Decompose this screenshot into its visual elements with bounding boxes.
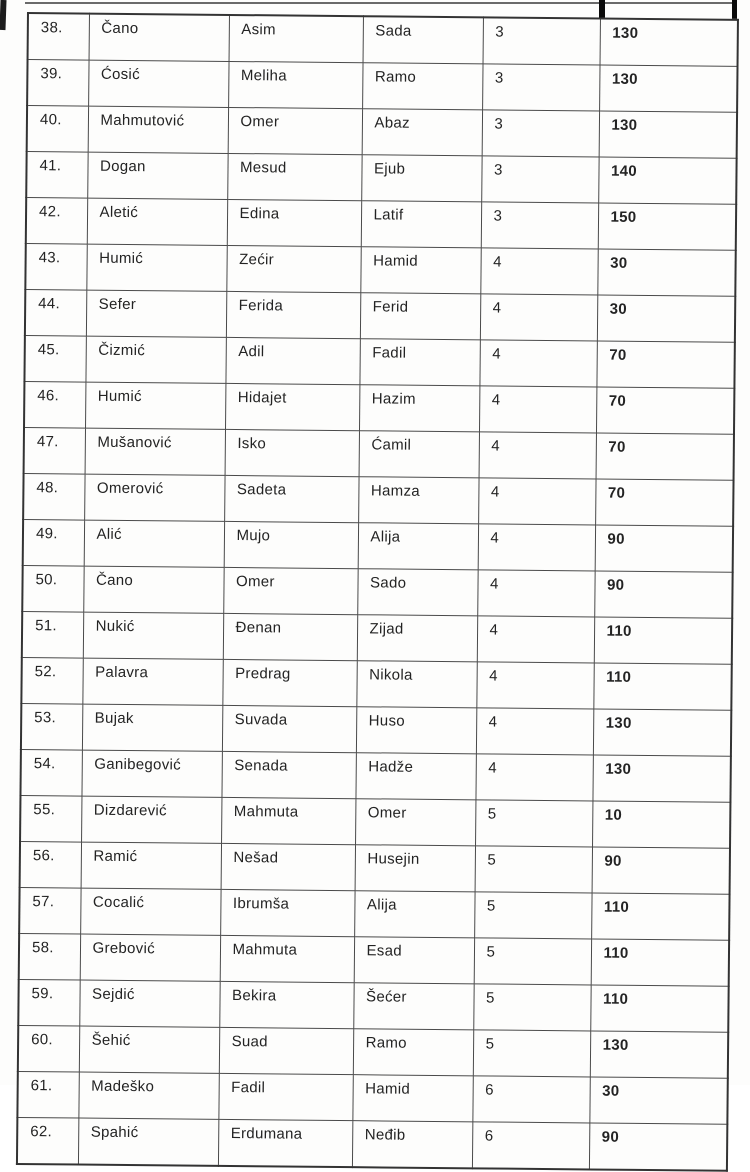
father-name-cell: Ejub: [361, 155, 481, 202]
table-row: [21, 703, 731, 756]
value-cell: 130: [593, 709, 731, 756]
value-cell: 70: [595, 479, 733, 526]
father-name-cell: Omer: [355, 799, 475, 846]
father-name-cell: Zijad: [357, 615, 477, 662]
row-number-cell: 59.: [18, 979, 79, 1026]
group-cell: 3: [483, 17, 600, 65]
group-cell: 4: [475, 754, 592, 801]
group-cell: 3: [482, 110, 599, 157]
first-name-cell: Edina: [227, 199, 361, 246]
value-cell: 130: [592, 755, 730, 802]
group-cell: 5: [475, 800, 592, 847]
first-name-cell: Adil: [225, 337, 359, 384]
row-number-cell: 47.: [24, 427, 85, 474]
row-number-cell: 41.: [26, 152, 87, 199]
father-name-cell: Nikola: [356, 661, 476, 708]
surname-cell: Ćosić: [88, 60, 228, 107]
father-name-cell: Ćamil: [359, 431, 479, 478]
value-cell: 110: [591, 893, 729, 940]
value-cell: 130: [599, 65, 737, 112]
value-cell: 110: [591, 939, 729, 986]
surname-cell: Palavra: [82, 658, 222, 705]
father-name-cell: Šećer: [353, 983, 473, 1030]
first-name-cell: Zećir: [226, 245, 360, 292]
first-name-cell: Mahmuta: [220, 935, 354, 982]
table-row: [17, 1071, 727, 1124]
surname-cell: Omerović: [84, 474, 224, 521]
group-cell: 5: [474, 892, 591, 939]
group-cell: 4: [476, 662, 593, 709]
surname-cell: Sejdić: [79, 980, 219, 1027]
row-number-cell: 44.: [25, 289, 86, 336]
group-cell: 4: [479, 386, 596, 433]
father-name-cell: Ramo: [362, 63, 482, 110]
first-name-cell: Isko: [225, 429, 359, 476]
father-name-cell: Hamid: [352, 1075, 472, 1122]
value-cell: 130: [599, 111, 737, 158]
value-cell: 140: [598, 157, 736, 204]
group-cell: 6: [472, 1122, 589, 1170]
surname-cell: Humić: [86, 244, 226, 291]
group-cell: 5: [475, 846, 592, 893]
table-row: [20, 795, 730, 848]
first-name-cell: Suvada: [222, 705, 356, 752]
father-name-cell: Hamid: [360, 247, 480, 294]
surname-cell: Čizmić: [85, 336, 225, 383]
group-cell: 3: [481, 156, 598, 203]
table-row: [19, 933, 729, 986]
father-name-cell: Alija: [358, 523, 478, 570]
father-name-cell: Alija: [354, 891, 474, 938]
row-number-cell: 52.: [21, 657, 82, 704]
first-name-cell: Suad: [219, 1027, 353, 1074]
group-cell: 3: [482, 64, 599, 111]
group-cell: 5: [473, 1030, 590, 1077]
surname-cell: Humić: [85, 382, 225, 429]
value-cell: 90: [594, 571, 732, 618]
group-cell: 5: [474, 938, 591, 985]
table-row: [19, 887, 729, 940]
first-name-cell: Predrag: [222, 659, 356, 706]
first-name-cell: Senada: [221, 751, 355, 798]
table-row: [23, 519, 733, 572]
row-number-cell: 40.: [27, 106, 88, 153]
row-number-cell: 53.: [21, 703, 82, 750]
scan-artifact-corner-blob: [0, 0, 7, 30]
father-name-cell: Latif: [361, 201, 481, 248]
first-name-cell: Ibrumša: [220, 889, 354, 936]
value-cell: 30: [597, 295, 735, 342]
surname-cell: Čano: [83, 566, 223, 613]
first-name-cell: Meliha: [228, 61, 362, 108]
value-cell: 130: [590, 1031, 728, 1078]
row-number-cell: 38.: [28, 13, 89, 60]
row-number-cell: 57.: [19, 887, 80, 934]
first-name-cell: Ferida: [226, 291, 360, 338]
surname-cell: Čano: [89, 14, 229, 62]
value-cell: 150: [598, 203, 736, 250]
table-row: [27, 60, 737, 113]
group-cell: 4: [477, 616, 594, 663]
first-name-cell: Nešad: [221, 843, 355, 890]
row-number-cell: 62.: [17, 1117, 78, 1164]
surname-cell: Bujak: [82, 704, 222, 751]
surname-cell: Nukić: [83, 612, 223, 659]
group-cell: 6: [472, 1076, 589, 1123]
surname-cell: Spahić: [78, 1118, 218, 1166]
group-cell: 4: [480, 248, 597, 295]
row-number-cell: 50.: [22, 565, 83, 612]
first-name-cell: Asim: [229, 15, 363, 63]
father-name-cell: Abaz: [362, 109, 482, 156]
surname-cell: Cocalić: [80, 888, 220, 935]
father-name-cell: Sado: [357, 569, 477, 616]
father-name-cell: Ferid: [360, 293, 480, 340]
row-number-cell: 55.: [20, 795, 81, 842]
table-row: [26, 198, 736, 251]
table-row: [25, 243, 735, 296]
roster-table-body: [17, 13, 738, 1171]
table-row: [25, 289, 735, 342]
father-name-cell: Hadže: [355, 753, 475, 800]
row-number-cell: 39.: [27, 60, 88, 107]
row-number-cell: 42.: [26, 198, 87, 245]
value-cell: 30: [589, 1077, 727, 1124]
father-name-cell: Husejin: [355, 845, 475, 892]
row-number-cell: 54.: [20, 749, 81, 796]
row-number-cell: 43.: [25, 243, 86, 290]
first-name-cell: Erdumana: [218, 1119, 352, 1167]
scan-artifact-top-line: [25, 2, 737, 4]
group-cell: 4: [479, 340, 596, 387]
group-cell: 4: [478, 524, 595, 571]
surname-cell: Šehić: [79, 1026, 219, 1073]
roster-table-wrapper: [16, 12, 739, 1172]
table-row: [24, 427, 734, 480]
surname-cell: Grebović: [80, 934, 220, 981]
table-row: [26, 152, 736, 205]
table-row: [18, 979, 728, 1032]
group-cell: 4: [478, 478, 595, 525]
father-name-cell: Neđib: [352, 1121, 472, 1169]
value-cell: 70: [596, 387, 734, 434]
value-cell: 90: [595, 525, 733, 572]
first-name-cell: Fadil: [218, 1073, 352, 1120]
value-cell: 110: [590, 985, 728, 1032]
father-name-cell: Hamza: [358, 477, 478, 524]
group-cell: 3: [481, 202, 598, 249]
surname-cell: Mahmutović: [88, 106, 228, 153]
surname-cell: Ramić: [81, 842, 221, 889]
table-row: [23, 473, 733, 526]
first-name-cell: Mesud: [227, 153, 361, 200]
roster-table: [16, 12, 739, 1172]
surname-cell: Dizdarević: [81, 796, 221, 843]
row-number-cell: 58.: [19, 933, 80, 980]
first-name-cell: Bekira: [219, 981, 353, 1028]
value-cell: 110: [594, 617, 732, 664]
surname-cell: Sefer: [86, 290, 226, 337]
value-cell: 110: [593, 663, 731, 710]
surname-cell: Aletić: [87, 198, 227, 245]
group-cell: 4: [476, 708, 593, 755]
value-cell: 90: [592, 847, 730, 894]
first-name-cell: Hidajet: [225, 383, 359, 430]
row-number-cell: 60.: [18, 1025, 79, 1072]
value-cell: 130: [600, 19, 738, 67]
value-cell: 90: [589, 1123, 727, 1171]
value-cell: 30: [597, 249, 735, 296]
first-name-cell: Mujo: [224, 521, 358, 568]
surname-cell: Ganibegović: [81, 750, 221, 797]
table-row: [27, 106, 737, 159]
table-row: [22, 611, 732, 664]
group-cell: 4: [477, 570, 594, 617]
first-name-cell: Omer: [228, 107, 362, 154]
row-number-cell: 49.: [23, 519, 84, 566]
group-cell: 5: [473, 984, 590, 1031]
table-row: [20, 841, 730, 894]
table-row: [22, 565, 732, 618]
table-row: [24, 381, 734, 434]
group-cell: 4: [480, 294, 597, 341]
surname-cell: Dogan: [87, 152, 227, 199]
row-number-cell: 56.: [20, 841, 81, 888]
table-row: [17, 1117, 727, 1170]
first-name-cell: Đenan: [223, 613, 357, 660]
table-row: [18, 1025, 728, 1078]
first-name-cell: Sadeta: [224, 475, 358, 522]
father-name-cell: Hazim: [359, 385, 479, 432]
father-name-cell: Esad: [354, 937, 474, 984]
row-number-cell: 51.: [22, 611, 83, 658]
father-name-cell: Ramo: [353, 1029, 473, 1076]
table-row: [21, 657, 731, 710]
surname-cell: Alić: [84, 520, 224, 567]
table-row: [24, 335, 734, 388]
row-number-cell: 45.: [24, 335, 85, 382]
surname-cell: Mušanović: [85, 428, 225, 475]
surname-cell: Madeško: [78, 1072, 218, 1119]
table-row: [28, 13, 738, 66]
value-cell: 70: [596, 341, 734, 388]
father-name-cell: Sada: [363, 16, 483, 64]
table-row: [20, 749, 730, 802]
father-name-cell: Huso: [356, 707, 476, 754]
value-cell: 10: [592, 801, 730, 848]
row-number-cell: 48.: [23, 473, 84, 520]
row-number-cell: 61.: [17, 1071, 78, 1118]
first-name-cell: Omer: [223, 567, 357, 614]
group-cell: 4: [479, 432, 596, 479]
first-name-cell: Mahmuta: [221, 797, 355, 844]
value-cell: 70: [596, 433, 734, 480]
row-number-cell: 46.: [24, 381, 85, 428]
father-name-cell: Fadil: [359, 339, 479, 386]
scan-artifact-thick-divider-stub: [599, 0, 605, 19]
